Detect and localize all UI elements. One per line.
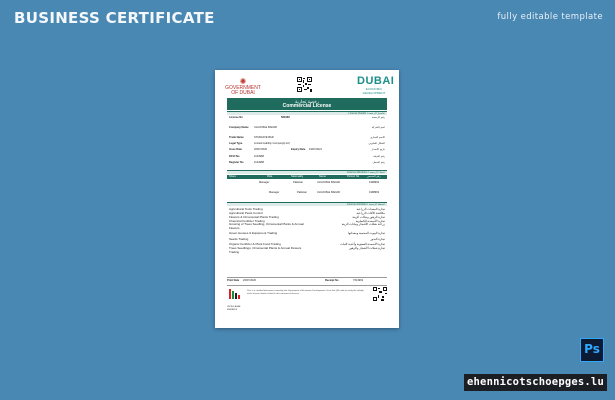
qr-code-icon xyxy=(373,287,387,301)
certificate-document xyxy=(215,70,399,328)
activity-en: Organic Fertilizer & Plant Food Trading xyxy=(229,242,281,246)
activity-ar: زراعة شتلات الأشجار ونباتات الزينة xyxy=(341,222,385,226)
document-header xyxy=(215,75,399,95)
field-issue-expiry xyxy=(229,148,385,152)
field-label: Register No xyxy=(229,161,244,164)
field-value: 1124968 xyxy=(254,155,264,158)
qr-code-icon xyxy=(297,77,312,92)
field-trade-name xyxy=(229,136,385,140)
banner-english: Commercial License xyxy=(282,103,332,109)
member-name: ULIAN BLE BADAR xyxy=(317,181,340,184)
field-label: Legal Type xyxy=(229,142,243,145)
field-value: 581968 xyxy=(281,116,290,119)
section-license-members xyxy=(227,170,387,174)
activity-ar: تجارة الزهور ونباتات الزينة xyxy=(352,215,385,219)
footer-divider xyxy=(227,285,387,286)
field-label: DCCI No xyxy=(229,155,240,158)
field-label-ar: رقم الغرفة xyxy=(373,155,385,158)
section-license-activities-label: License Activities / أنشطة الرخصة xyxy=(346,203,385,206)
table-row xyxy=(229,191,385,195)
activity-ar: تجارة الأسمدة العضوية وأغذية النبات xyxy=(340,242,385,246)
dubai-logo-word: DUBAI xyxy=(357,75,395,87)
verification-note: This is a certified document issued by the Department of Economic Development. Scan the QR code to verify the validity of the license details stated in this commercial license. xyxy=(247,290,364,295)
website-label: ehennicotschoepges.lu xyxy=(464,374,607,391)
page-subtitle: fully editable template xyxy=(497,12,603,22)
field-label-ar: رقم الرخصة xyxy=(371,116,385,119)
dubai-logo xyxy=(357,75,395,95)
field-company-name xyxy=(229,126,385,130)
receipt-no-label: Receipt No xyxy=(325,279,339,282)
print-date-value: 20/07/2020 xyxy=(243,279,256,282)
activity-en: Growing of Trees Seedling, Ornamental Plants & Annual Flowers xyxy=(229,222,304,230)
section-license-details xyxy=(227,111,387,115)
section-license-members-label: License Members / أعضاء الرخصة xyxy=(346,171,385,174)
activity-ar: تجارة المعدات الزراعية xyxy=(356,207,385,211)
government-emblem-icon: ✺ GOVERNMENT OF DUBAI xyxy=(223,78,263,92)
member-name: ULIAN BLE BADAR xyxy=(317,191,340,194)
activity-en: Trees Seedlings, Ornamental Plants & Annual Flowers Trading xyxy=(229,246,302,254)
members-col-name: Name xyxy=(319,175,326,178)
members-col-role: Role xyxy=(267,175,273,178)
member-person-no: 1998963 xyxy=(369,191,380,194)
field-value: STARGATE BAR xyxy=(254,136,274,139)
member-role: Manager xyxy=(269,191,280,194)
field-label-ar: اسم الشركة xyxy=(371,126,385,129)
members-col-person-no: Person No xyxy=(347,175,360,178)
uae-emblem-icon xyxy=(227,287,243,309)
activity-ar: تجارة البذور xyxy=(370,237,385,241)
member-person-no: 1998963 xyxy=(369,181,380,184)
activity-ar: تجارة الأسمدة الكيماوية xyxy=(355,219,385,223)
members-col-person-no-ar: رقم الشخص xyxy=(367,175,381,178)
members-table-header xyxy=(227,175,387,179)
dubai-logo-sub: ECONOMIC DEVELOPMENT xyxy=(362,87,386,95)
field-label-ar: تاريخ الاصدار xyxy=(371,148,385,151)
photoshop-icon: Ps xyxy=(580,338,604,362)
field-label: Issue Date xyxy=(229,148,242,151)
members-col-share: Share xyxy=(229,175,236,178)
section-license-details-label: License Details / تفاصيل الرخصة xyxy=(348,112,385,115)
document-footer xyxy=(227,279,387,283)
uae-logo-text: UNITED ARAB EMIRATES xyxy=(227,306,241,311)
field-value: 19/07/2021 xyxy=(309,148,322,151)
field-value: ULIAN BLE BADAR xyxy=(254,126,277,129)
activity-en: Seeds Trading xyxy=(229,237,249,241)
field-label: Company Name xyxy=(229,126,249,129)
gov-logo-text: GOVERNMENT OF DUBAI xyxy=(225,85,261,96)
field-label: Expiry Date xyxy=(291,148,306,151)
document-banner xyxy=(227,98,387,110)
field-label-ar: رقم السجل xyxy=(372,161,385,164)
activity-en: Flowers & Ornamental Plants Trading xyxy=(229,215,279,219)
member-nationality: Pakistan xyxy=(293,181,303,184)
table-row xyxy=(229,181,385,185)
section-license-activities xyxy=(227,202,387,206)
activity-ar: مكافحة الآفات الزراعية xyxy=(356,211,385,215)
banner-arabic: رخصة تجارية xyxy=(295,99,319,104)
field-license-no xyxy=(229,116,385,120)
member-nationality: Pakistan xyxy=(297,191,307,194)
field-label-ar: الاسم التجاري xyxy=(370,136,385,139)
activity-ar: تجارة شتلات الأشجار والزهور xyxy=(348,246,385,250)
activity-en: Agricultural Tools Trading xyxy=(229,207,263,211)
page-title: BUSINESS CERTIFICATE xyxy=(14,9,215,27)
field-label: Trade Name xyxy=(229,136,244,139)
activity-ar: تجارة البيوت المحمية ومعداتها xyxy=(348,231,385,235)
field-value: Limited Liability Company(LLC) xyxy=(254,142,291,145)
field-dcci-no xyxy=(229,155,385,159)
activity-en: Chemical Fertilizer Trading xyxy=(229,219,265,223)
receipt-no-value: 7613963 xyxy=(353,279,364,282)
print-date-label: Print Date xyxy=(227,279,240,282)
member-role: Manager xyxy=(259,181,270,184)
activity-en: Agricultural Pests Control xyxy=(229,211,263,215)
field-value: 1124968 xyxy=(254,161,264,164)
members-col-nationality: Nationality xyxy=(291,175,304,178)
footer-divider xyxy=(227,277,387,278)
field-value: 20/07/2020 xyxy=(254,148,267,151)
field-label: License No xyxy=(229,116,243,119)
activity-en: Green Houses & Equipment Trading xyxy=(229,231,278,235)
field-register-no xyxy=(229,161,385,165)
field-label-ar: الشكل القانوني xyxy=(368,142,385,145)
field-legal-type xyxy=(229,142,385,146)
